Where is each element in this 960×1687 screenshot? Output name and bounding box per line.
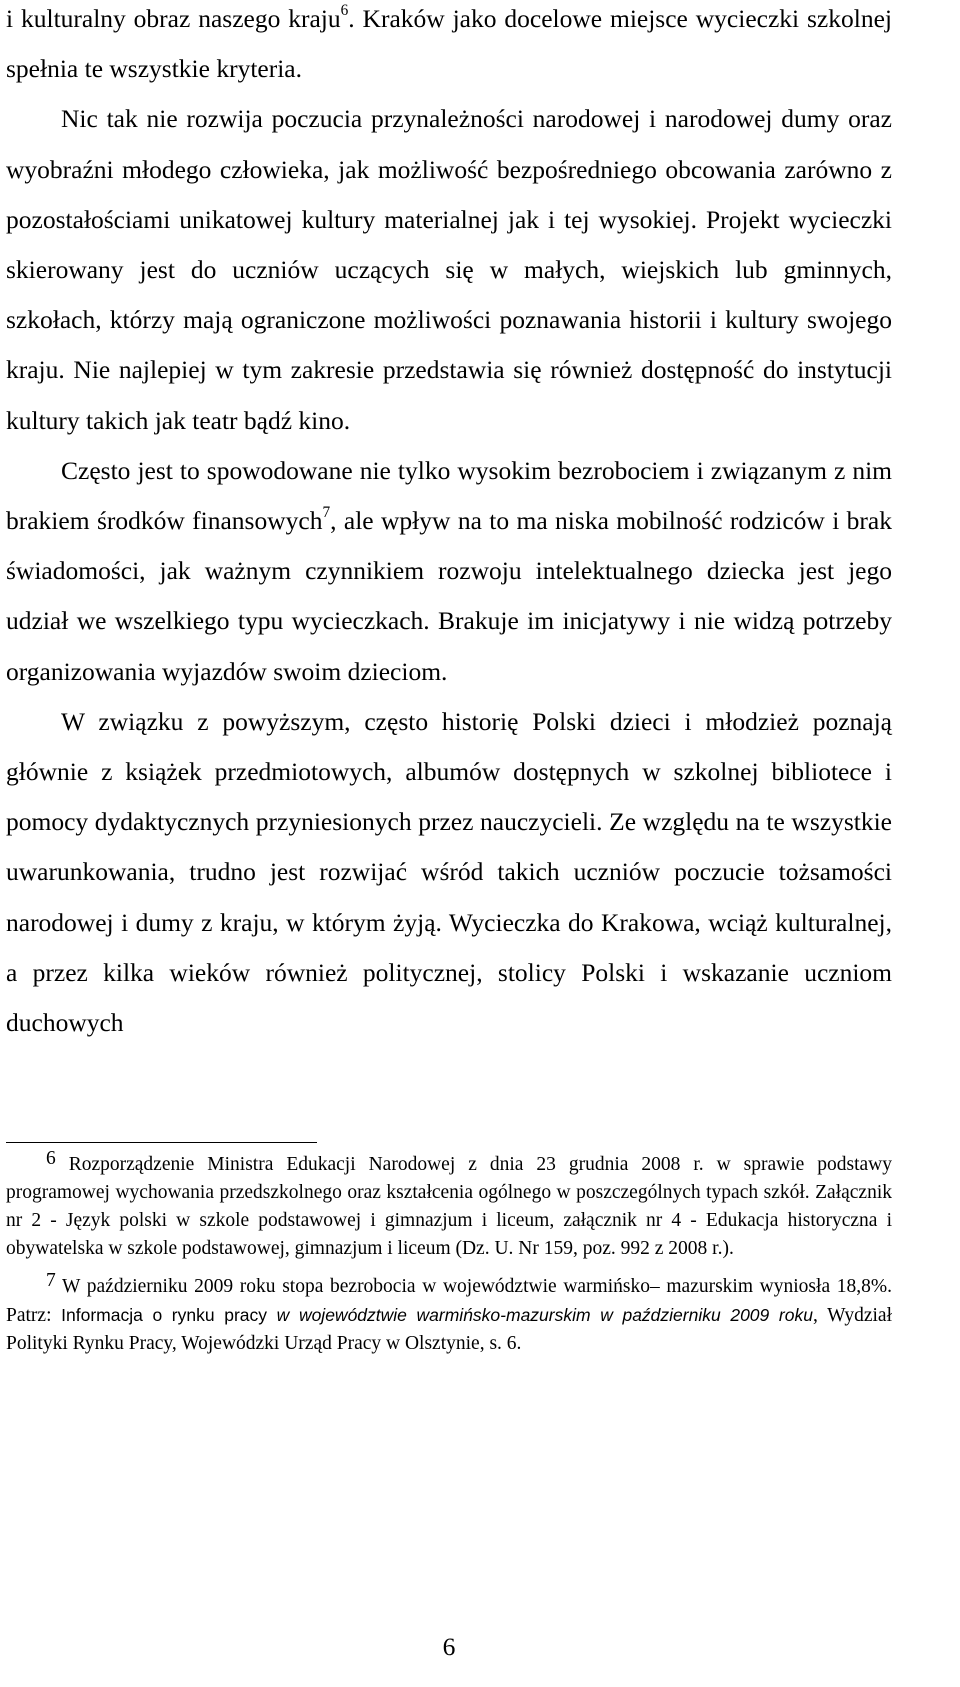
footnote-text-run bbox=[267, 1305, 277, 1326]
footnote-separator bbox=[6, 1142, 317, 1143]
body-paragraph bbox=[6, 0, 892, 94]
body-text bbox=[6, 0, 892, 1048]
footnote-title-run: Informacja o rynku pracy bbox=[61, 1305, 268, 1325]
page-number: 6 bbox=[442, 1632, 456, 1661]
footnote-text-run: Rozporządzenie Ministra Edukacji Narodowej z dnia 23 grudnia 2008 r. w sprawie podstawy programowej wychowania przedszkolnego oraz kształcenia ogólnego w poszczególnych typach szkół. Załącznik nr 2 - Język polski w szkole podstawowej i gimnazjum i liceum, załącznik nr 4 - Edukacja historyczna i obywatelska w szkole podstawowej, gimnazjum i liceum (Dz. U. Nr 159, poz. 992 z 2008 r.). bbox=[6, 1154, 892, 1259]
text-run: i kulturalny obraz naszego kraju bbox=[6, 4, 341, 33]
footnote-number: 7 bbox=[46, 1270, 56, 1291]
text-run: , ale wpływ na to ma niska mobilność rodziców i brak świadomości, jak ważnym czynnikiem rozwoju intelektualnego dziecka jest jego udział we wszelkiego typu wycieczkach. Brakuje im inicjatywy i nie widzą potrzeby organizowania wyjazdów swoim dzieciom. bbox=[6, 506, 892, 686]
text-run: Nic tak nie rozwija poczucia przynależności narodowej i narodowej dumy oraz wyobraźni młodego człowieka, jak możliwość bezpośredniego obcowania zarówno z pozostałościami unikatowej kultury materialnej jak i tej wysokiej. Projekt wycieczki skierowany jest do uczniów uczących się w małych, wiejskich lub gminnych, szkołach, którzy mają ograniczone możliwości poznawania historii i kultury swojego kraju. Nie najlepiej w tym zakresie przedstawia się również dostępność do instytucji kultury takich jak teatr bądź kino. bbox=[6, 104, 892, 435]
footnote-text-run: W październiku 2009 roku stopa bezrobocia w województwie warmińsko– mazurskim wyniosła 18,8%. Patrz: bbox=[6, 1276, 892, 1326]
footnote-reference: 6 bbox=[340, 2, 349, 20]
footnote bbox=[6, 1148, 892, 1263]
body-paragraph bbox=[6, 446, 892, 697]
text-run: W związku z powyższym, często historię Polski dzieci i młodzież poznają głównie z książek przedmiotowych, albumów dostępnych w szkolnej bibliotece i pomocy dydaktycznych przyniesionych przez nauczycieli. Ze względu na te wszystkie uwarunkowania, trudno jest rozwijać wśród takich uczniów poczucie tożsamości narodowej i dumy z kraju, w którym żyją. Wycieczka do Krakowa, wciąż kulturalnej, a przez kilka wieków również politycznej, stolicy Polski i wskazanie uczniom duchowych bbox=[6, 706, 892, 1038]
body-paragraph bbox=[6, 94, 892, 445]
footnotes bbox=[6, 1148, 892, 1358]
footnote bbox=[6, 1270, 892, 1358]
footnote-reference: 7 bbox=[322, 504, 331, 522]
text-run: Często jest to spowodowane nie tylko wysokim bezrobociem i związanym z nim brakiem środków finansowych bbox=[6, 455, 892, 536]
footnote-text-run: , Wydział Polityki Rynku Pracy, Wojewódzki Urząd Pracy w Olsztynie, s. 6. bbox=[6, 1305, 892, 1354]
text-run: . Kraków jako docelowe miejsce wycieczki szkolnej spełnia te wszystkie kryteria. bbox=[6, 4, 892, 84]
footnote-number: 6 bbox=[46, 1148, 56, 1169]
footnote-title-run: w województwie warmińsko-mazurskim w październiku 2009 roku bbox=[276, 1305, 813, 1325]
body-paragraph bbox=[6, 697, 892, 1048]
